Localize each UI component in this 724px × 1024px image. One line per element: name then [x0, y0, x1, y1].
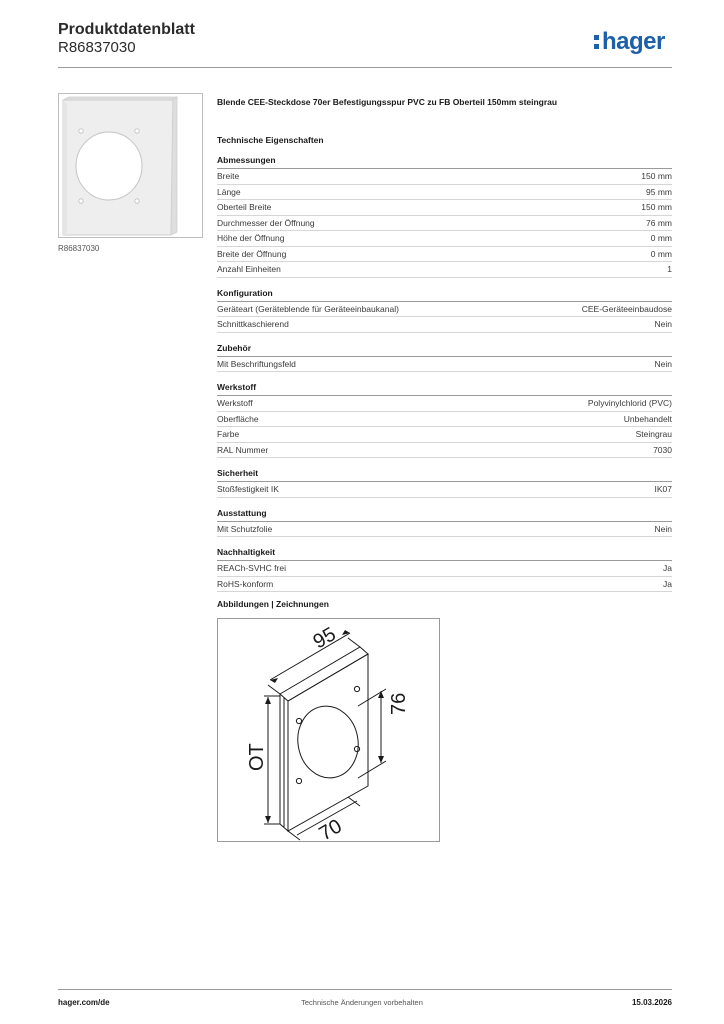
property-row [217, 169, 672, 185]
property-row [217, 216, 672, 232]
property-label: Länge [217, 186, 241, 197]
property-label: Breite [217, 171, 240, 181]
dim-width-label: 95 [309, 623, 340, 654]
document-title: Produktdatenblatt [58, 21, 195, 38]
property-label: Durchmesser der Öffnung [217, 217, 315, 228]
property-row [217, 247, 672, 263]
property-value: Ja [663, 563, 672, 573]
section-title: Zubehör [217, 343, 672, 357]
property-row [217, 577, 672, 593]
property-value: Steingrau [635, 429, 672, 439]
property-row [217, 522, 672, 538]
property-row [217, 561, 672, 577]
dim-diameter-label: 76 [388, 692, 410, 715]
property-value: 0 mm [650, 248, 672, 259]
property-value: IK07 [654, 484, 672, 494]
property-sections [217, 155, 672, 592]
property-value: Nein [654, 319, 672, 329]
footer-divider [58, 989, 672, 990]
property-value: Polyvinylchlorid (PVC) [587, 398, 672, 408]
hager-logo [594, 28, 665, 56]
header-divider [58, 67, 672, 68]
product-title: Blende CEE-Steckdose 70er Befestigungsspur PVC zu FB Oberteil 150mm steingrau [217, 97, 558, 107]
property-label: Breite der Öffnung [217, 248, 287, 259]
property-value: 150 mm [641, 202, 672, 212]
product-image [58, 93, 203, 238]
property-value: Nein [654, 523, 672, 534]
footer-note: Technische Änderungen vorbehalten [301, 998, 423, 1007]
properties-heading: Technische Eigenschaften [217, 135, 324, 145]
property-row [217, 231, 672, 247]
property-label: Oberfläche [217, 413, 259, 424]
property-label: Stoßfestigkeit IK [217, 484, 279, 494]
property-row [217, 443, 672, 459]
section-title: Nachhaltigkeit [217, 547, 672, 561]
property-row [217, 317, 672, 333]
logo-text: hager [602, 28, 665, 55]
section-title: Konfiguration [217, 288, 672, 302]
property-row [217, 200, 672, 216]
product-image-caption: R86837030 [58, 244, 100, 253]
property-row [217, 262, 672, 278]
property-label: Werkstoff [217, 398, 253, 408]
property-value: 150 mm [641, 171, 672, 181]
section-title: Werkstoff [217, 382, 672, 396]
property-label: Schnittkaschierend [217, 319, 289, 329]
property-row [217, 427, 672, 443]
property-label: RAL Nummer [217, 444, 269, 455]
property-value: Nein [654, 358, 672, 369]
section-title: Ausstattung [217, 508, 672, 522]
property-row [217, 482, 672, 498]
property-value: Unbehandelt [623, 413, 672, 424]
property-label: Anzahl Einheiten [217, 264, 281, 274]
property-row [217, 396, 672, 412]
property-label: Mit Beschriftungsfeld [217, 358, 296, 369]
property-value: 76 mm [646, 217, 672, 228]
drawing-heading: Abbildungen | Zeichnungen [217, 599, 329, 609]
cover-plate-icon [59, 94, 202, 237]
section-title: Abmessungen [217, 155, 672, 169]
property-label: Mit Schutzfolie [217, 523, 273, 534]
property-label: Geräteart (Geräteblende für Geräteeinbaukanal) [217, 303, 399, 314]
property-row [217, 185, 672, 201]
property-label: Oberteil Breite [217, 202, 272, 212]
footer-date: 15.03.2026 [631, 998, 672, 1007]
footer-website[interactable]: hager.com/de [58, 998, 110, 1007]
property-label: Höhe der Öffnung [217, 233, 285, 243]
property-value: 7030 [653, 444, 672, 455]
property-row [217, 357, 672, 373]
property-label: Farbe [217, 429, 240, 439]
property-value: 95 mm [646, 186, 672, 197]
property-value: 0 mm [650, 233, 672, 243]
property-row [217, 302, 672, 318]
properties-panel [217, 97, 672, 592]
product-code: R86837030 [58, 39, 136, 56]
property-row [217, 412, 672, 428]
property-value: Ja [663, 578, 672, 589]
property-label: REACh-SVHC frei [217, 563, 286, 573]
logo-dots-icon [594, 28, 599, 49]
property-value: CEE-Geräteeinbaudose [581, 303, 672, 314]
property-value: 1 [667, 264, 672, 274]
dim-bottom-label: 70 [315, 815, 346, 841]
dim-height-label: OT [246, 743, 268, 771]
section-title: Sicherheit [217, 468, 672, 482]
technical-drawing [217, 618, 440, 842]
property-label: RoHS-konform [217, 578, 274, 589]
